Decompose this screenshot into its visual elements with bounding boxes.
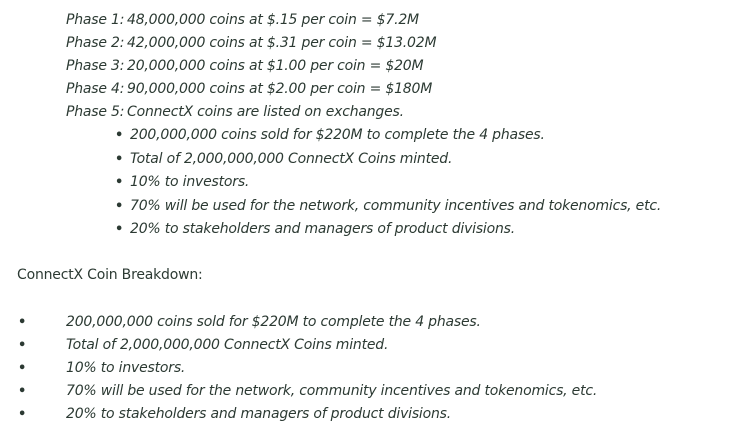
list-item <box>0 403 750 426</box>
list-item <box>115 148 661 172</box>
breakdown-list <box>0 311 750 426</box>
phase-text: ConnectX coins are listed on exchanges. <box>127 104 404 120</box>
phase-item <box>66 32 436 55</box>
bullet-icon: • <box>18 361 27 376</box>
list-item-text: 20% to stakeholders and managers of product divisions. <box>66 406 452 422</box>
list-item-text: Total of 2,000,000,000 ConnectX Coins minted. <box>130 150 453 167</box>
phase-text: 42,000,000 coins at $.31 per coin = $13.02M <box>127 35 437 51</box>
list-item <box>115 218 661 242</box>
bullet-icon: • <box>18 407 27 422</box>
bullet-icon: • <box>115 198 124 214</box>
phase-label: Phase 2: <box>66 35 125 51</box>
list-item-text: 70% will be used for the network, community incentives and tokenomics, etc. <box>130 197 662 214</box>
phase-item <box>66 55 436 78</box>
phase-label: Phase 1: <box>66 12 125 28</box>
list-item <box>0 357 750 380</box>
list-item-text: Total of 2,000,000,000 ConnectX Coins minted. <box>66 337 389 353</box>
phase-item <box>66 78 436 101</box>
bullet-icon: • <box>115 151 124 167</box>
list-item <box>0 380 750 403</box>
bullet-icon: • <box>18 338 27 353</box>
breakdown-heading: ConnectX Coin Breakdown: <box>17 267 203 283</box>
list-item-text: 200,000,000 coins sold for $220M to complete the 4 phases. <box>130 127 545 143</box>
list-item-text: 10% to investors. <box>66 360 186 376</box>
phase-label: Phase 4: <box>66 81 125 97</box>
phase-item <box>66 9 436 32</box>
bullet-icon: • <box>115 175 124 191</box>
bullet-icon: • <box>115 222 124 238</box>
list-item-text: 70% will be used for the network, community incentives and tokenomics, etc. <box>66 383 598 399</box>
list-item <box>0 311 750 334</box>
phase-label: Phase 5: <box>66 104 125 120</box>
list-item <box>115 124 661 148</box>
phase-text: 20,000,000 coins at $1.00 per coin = $20M <box>127 58 424 74</box>
phase-text: 90,000,000 coins at $2.00 per coin = $180M <box>127 81 433 97</box>
phase-label: Phase 3: <box>66 58 125 74</box>
bullet-icon: • <box>115 128 124 143</box>
phase5-points <box>115 124 662 242</box>
list-item <box>115 195 662 219</box>
phase-list <box>66 9 436 124</box>
list-item-text: 20% to stakeholders and managers of product divisions. <box>130 221 516 238</box>
phase-text: 48,000,000 coins at $.15 per coin = $7.2M <box>127 12 419 28</box>
list-item <box>115 171 661 195</box>
bullet-icon: • <box>18 315 27 330</box>
list-item-text: 10% to investors. <box>130 174 250 191</box>
list-item-text: 200,000,000 coins sold for $220M to complete the 4 phases. <box>66 314 481 330</box>
bullet-icon: • <box>18 384 27 399</box>
phase-item <box>66 101 436 124</box>
list-item <box>0 334 750 357</box>
